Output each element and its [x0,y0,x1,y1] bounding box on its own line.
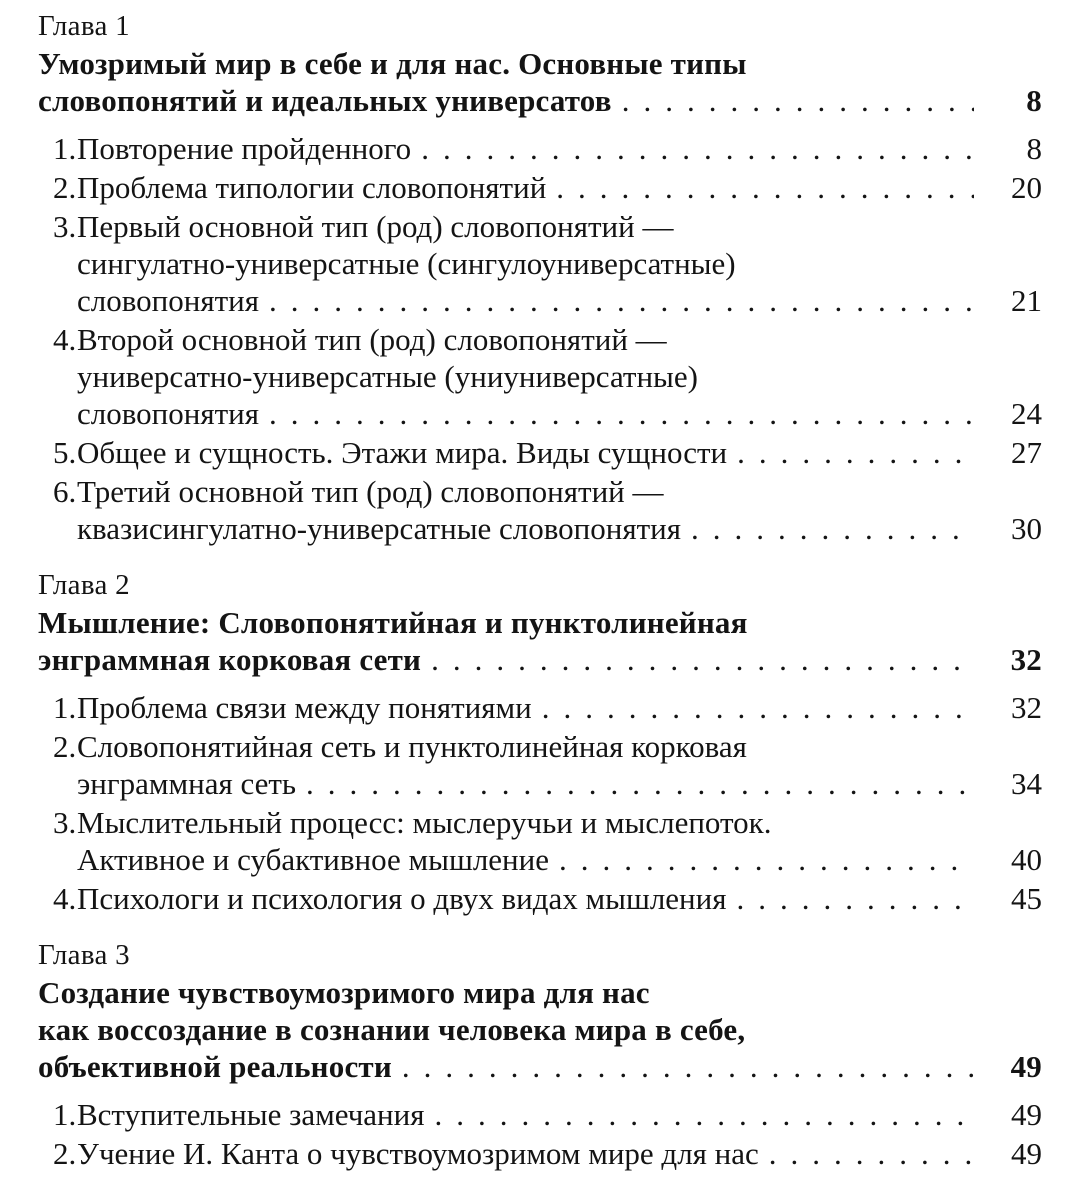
chapter-entries [38,130,1042,547]
entry-text: Учение И. Канта о чувствоумозримом мире для нас [77,1136,759,1171]
dot-leader [769,1135,974,1172]
entry-content [77,434,1042,471]
entry-number: 4. [53,322,77,357]
dot-leader [431,641,974,678]
entry-text: универсатно-универсатные (униуниверсатные) [77,359,698,394]
entry-text: Проблема связи между понятиями [77,690,532,725]
entry-text: Мыслительный процесс: мыслеручьи и мыслепоток. [77,805,772,840]
entry-text: сингулатно-универсатные (сингулоуниверсатные) [77,246,736,281]
entry-number: 1. [53,1097,77,1132]
entry-line [77,282,1042,319]
chapter-title-line [38,604,1042,641]
chapter-title-line [38,641,1042,678]
entry-content [77,473,1042,547]
entry-number: 5. [53,435,77,470]
entry-number: 3. [53,805,77,840]
entry-page-number: 40 [1011,842,1042,877]
entry-page-number: 30 [1011,511,1042,546]
dot-leader [622,82,974,119]
entry-page-number: 20 [1011,170,1042,205]
entry-text: Вступительные замечания [77,1097,425,1132]
entry-number: 2. [53,729,77,764]
entry-page-number: 45 [1011,881,1042,916]
entry-content [77,1135,1042,1172]
entry-line [77,169,1042,206]
entry-line [77,804,1042,841]
dot-leader [306,765,974,802]
entry-line [77,395,1042,432]
entry-text: Словопонятийная сеть и пунктолинейная корковая [77,729,747,764]
entry-page-number: 24 [1011,396,1042,431]
entry-text: Третий основной тип (род) словопонятий — [77,474,664,509]
entry-page-number: 32 [1011,690,1042,725]
dot-leader [542,689,974,726]
entry-text: Психологи и психология о двух видах мышления [77,881,727,916]
chapter-label: Глава 3 [38,939,130,971]
dot-leader [402,1048,974,1085]
chapter-page-number: 32 [1010,642,1042,677]
entry-text: Проблема типологии словопонятий [77,170,547,205]
entry-content [77,321,1042,432]
toc-entry [38,321,1042,432]
entry-text: энграммная сеть [77,766,297,801]
entry-line [77,880,1042,917]
chapter-title-line [38,974,1042,1011]
dot-leader [421,130,974,167]
entry-content [77,130,1042,167]
entry-text: Активное и субактивное мышление [77,842,549,877]
toc-entry [38,208,1042,319]
entry-line [77,841,1042,878]
dot-leader [556,169,974,206]
entry-line [77,130,1042,167]
toc-chapter [38,8,1042,547]
entry-content [77,880,1042,917]
table-of-contents [38,8,1042,1172]
chapter-title-text: Умозримый мир в себе и для нас. Основные типы [38,46,747,81]
entry-text: словопонятия [77,396,259,431]
entry-line [77,728,1042,765]
entry-text: словопонятия [77,283,259,318]
toc-entry [38,169,1042,206]
chapter-title-text: объективной реальности [38,1049,392,1084]
toc-entry [38,473,1042,547]
chapter-label: Глава 1 [38,10,130,42]
entry-content [77,804,1042,878]
toc-entry [38,689,1042,726]
chapter-entries [38,689,1042,917]
entry-page-number: 49 [1011,1136,1042,1171]
toc-chapter [38,937,1042,1172]
entry-page-number: 34 [1011,766,1042,801]
chapter-title-line [38,1011,1042,1048]
chapter-title-text: Мышление: Словопонятийная и пунктолинейная [38,605,748,640]
entry-text: Второй основной тип (род) словопонятий — [77,322,667,357]
entry-number: 6. [53,474,77,509]
chapter-page-number: 49 [1010,1049,1042,1084]
entry-page-number: 27 [1011,435,1042,470]
entry-line [77,321,1042,358]
entry-page-number: 21 [1011,283,1042,318]
entry-content [77,208,1042,319]
entry-line [77,473,1042,510]
chapter-title-text: Создание чувствоумозримого мира для нас [38,975,650,1010]
toc-entry [38,728,1042,802]
entry-text: квазисингулатно-универсатные словопонятия [77,511,682,546]
entry-number: 3. [53,209,77,244]
entry-line [77,208,1042,245]
chapter-page-number: 8 [1026,83,1042,118]
entry-line [77,689,1042,726]
chapter-title-line [38,82,1042,119]
dot-leader [559,841,974,878]
entry-page-number: 49 [1011,1097,1042,1132]
entry-line [77,765,1042,802]
entry-line [77,1096,1042,1133]
entry-content [77,689,1042,726]
entry-content [77,728,1042,802]
dot-leader [691,510,974,547]
entry-line [77,1135,1042,1172]
entry-content [77,169,1042,206]
entry-number: 1. [53,131,77,166]
entry-number: 4. [53,881,77,916]
entry-line [77,245,1042,282]
entry-number: 2. [53,1136,77,1171]
dot-leader [737,434,974,471]
entry-number: 2. [53,170,77,205]
entry-content [77,1096,1042,1133]
chapter-title-text: как воссоздание в сознании человека мира в себе, [38,1012,746,1047]
entry-line [77,358,1042,395]
dot-leader [737,880,975,917]
entry-page-number: 8 [1026,131,1042,166]
dot-leader [435,1096,975,1133]
toc-entry [38,130,1042,167]
entry-number: 1. [53,690,77,725]
chapter-title-text: энграммная корковая сети [38,642,422,677]
entry-line [77,434,1042,471]
toc-entry [38,1096,1042,1133]
chapter-entries [38,1096,1042,1172]
chapter-title-line [38,45,1042,82]
entry-text: Первый основной тип (род) словопонятий — [77,209,674,244]
toc-chapter [38,567,1042,917]
toc-entry [38,1135,1042,1172]
dot-leader [269,282,974,319]
chapter-label: Глава 2 [38,569,130,601]
toc-entry [38,434,1042,471]
chapter-title-text: словопонятий и идеальных универсатов [38,83,612,118]
toc-entry [38,880,1042,917]
entry-text: Повторение пройденного [77,131,412,166]
entry-text: Общее и сущность. Этажи мира. Виды сущности [77,435,728,470]
toc-entry [38,804,1042,878]
chapter-title-line [38,1048,1042,1085]
dot-leader [269,395,974,432]
entry-line [77,510,1042,547]
